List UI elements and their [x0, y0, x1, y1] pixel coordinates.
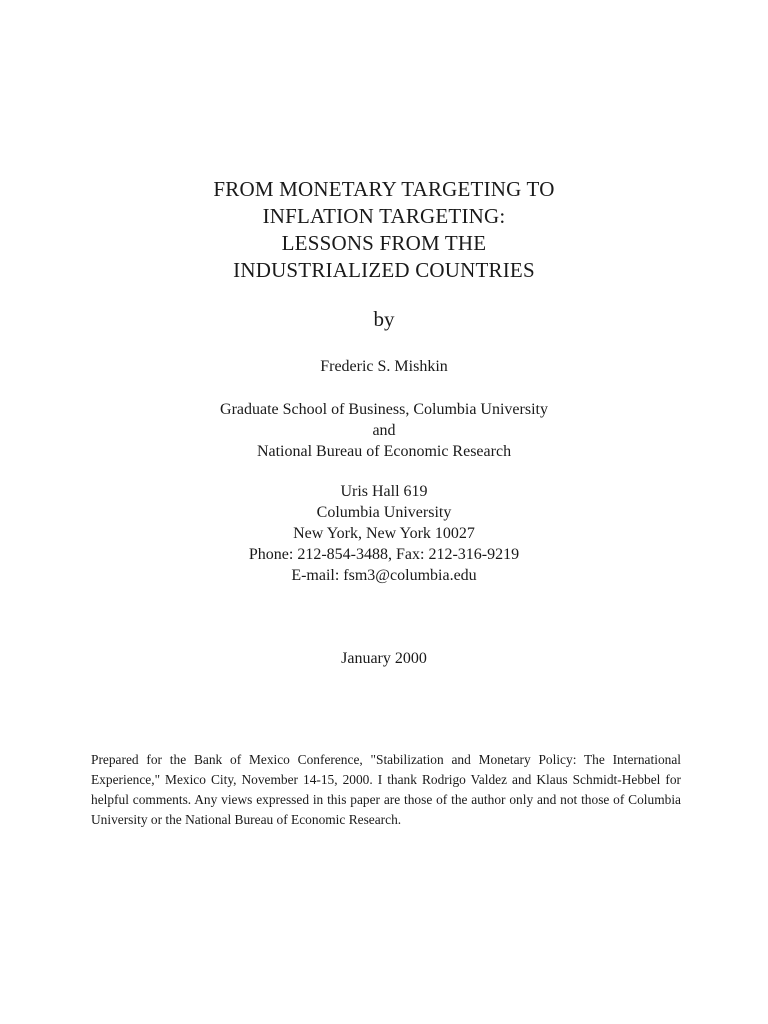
- contact-email: E-mail: fsm3@columbia.edu: [291, 567, 477, 584]
- paper-title: [0, 176, 768, 284]
- by-label: by: [373, 307, 395, 331]
- address-line: Uris Hall 619: [340, 483, 428, 500]
- address-line: Columbia University: [316, 504, 452, 521]
- affiliation-line: and: [372, 422, 396, 439]
- acknowledgement-footnote: Prepared for the Bank of Mexico Conference, "Stabilization and Monetary Policy: The International Experience," Mexico City, November 14-15, 2000. I thank Rodrigo Valdez and Klaus Schmidt-Hebbel for helpful comments. Any views expressed in this paper are those of the author only and not those of Columbia University or the National Bureau of Economic Research.: [91, 752, 681, 827]
- title-line: INDUSTRIALIZED COUNTRIES: [233, 258, 535, 282]
- author-affiliation: [0, 399, 768, 462]
- affiliation-line: National Bureau of Economic Research: [256, 443, 512, 460]
- author-address: [0, 481, 768, 586]
- title-line: INFLATION TARGETING:: [262, 204, 506, 228]
- paper-date: January 2000: [341, 650, 427, 667]
- title-line: FROM MONETARY TARGETING TO: [213, 177, 555, 201]
- title-line: LESSONS FROM THE: [281, 231, 487, 255]
- author-name: Frederic S. Mishkin: [320, 358, 448, 375]
- address-line: New York, New York 10027: [293, 525, 475, 542]
- affiliation-line: Graduate School of Business, Columbia University: [220, 401, 548, 418]
- contact-phone-fax: Phone: 212-854-3488, Fax: 212-316-9219: [248, 546, 520, 563]
